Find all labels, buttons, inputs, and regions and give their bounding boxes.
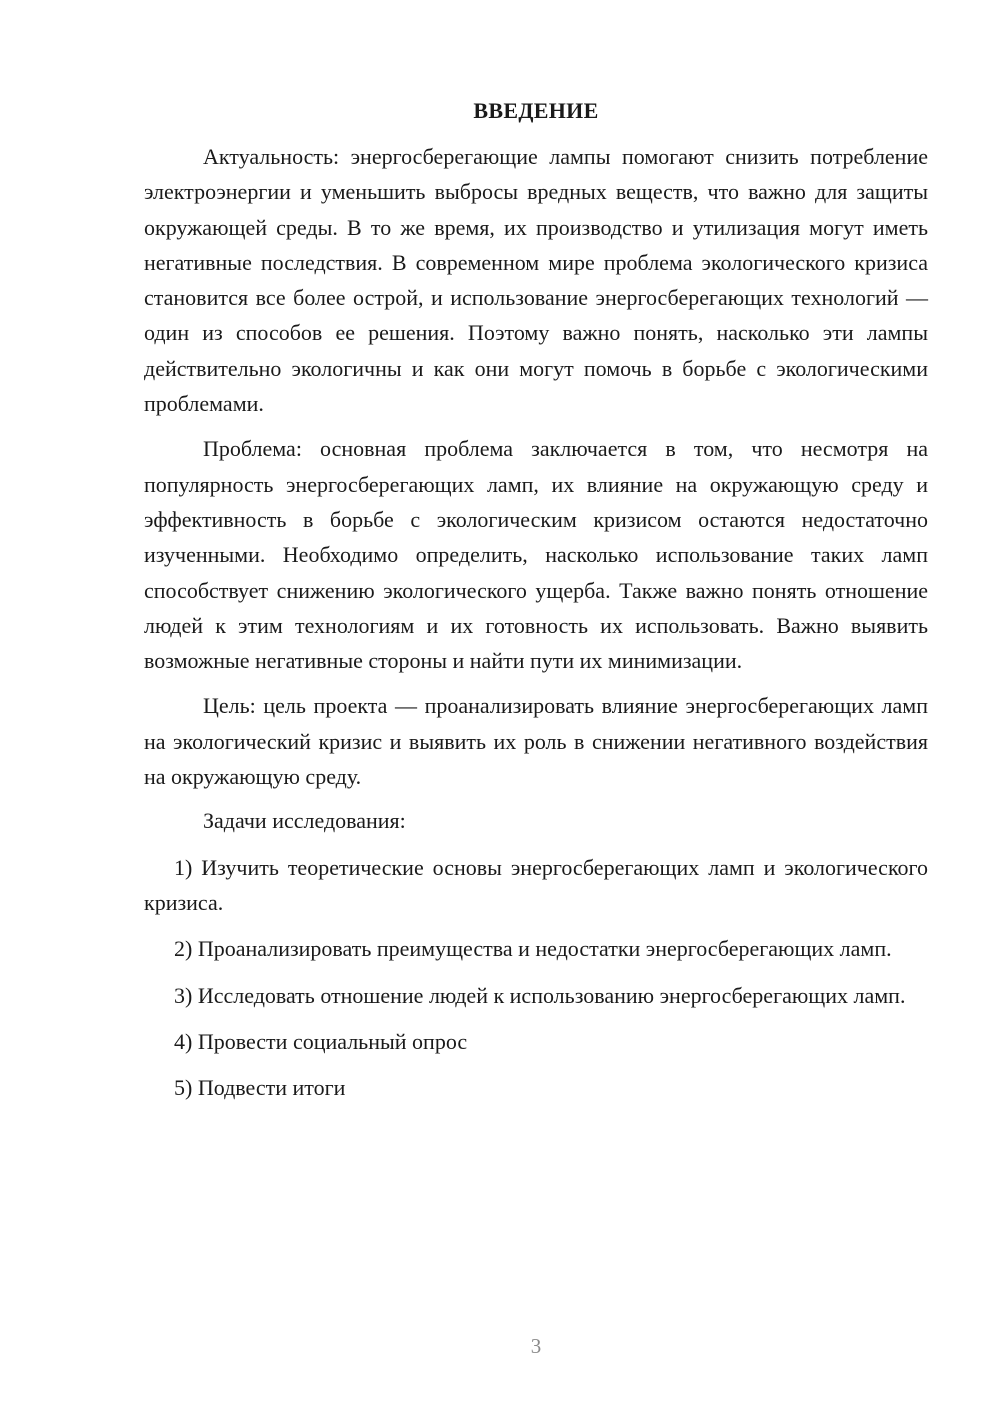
task-item-2: 2) Проанализировать преимущества и недостатки энергосберегающих ламп. bbox=[174, 936, 892, 962]
goal-paragraph: Цель: цель проекта — проанализировать влияние энергосберегающих ламп на экологический кризис и выявить их роль в снижении негативного воздействия на окружающую среду. bbox=[144, 693, 928, 790]
relevance-paragraph: Актуальность: энергосберегающие лампы помогают снизить потребление электроэнергии и уменьшить выбросы вредных веществ, что важно для защиты окружающей среды. В то же время, их производство и утилизация могут иметь негативные последствия. В современном мире проблема экологического кризиса становится все более острой, и использование энергосберегающих технологий — один из способов ее решения. Поэтому важно понять, насколько эти лампы действительно экологичны и как они могут помочь в борьбе с экологическими проблемами. bbox=[144, 144, 928, 417]
page-title: ВВЕДЕНИЕ bbox=[473, 98, 599, 123]
task-item-1: 1) Изучить теоретические основы энергосберегающих ламп и экологического кризиса. bbox=[144, 854, 928, 915]
page-content bbox=[144, 96, 928, 1105]
task-item-5: 5) Подвести итоги bbox=[174, 1075, 346, 1101]
task-item-3: 3) Исследовать отношение людей к использованию энергосберегающих ламп. bbox=[174, 982, 906, 1008]
tasks-heading: Задачи исследования: bbox=[203, 808, 406, 834]
problem-paragraph: Проблема: основная проблема заключается в том, что несмотря на популярность энергосберегающих ламп, их влияние на окружающую среду и эффективность в борьбе с экологическим кризисом остаются недостаточно изученными. Необходимо определить, насколько использование таких ламп способствует снижению экологического ущерба. Также важно понять отношение людей к этим технологиям и их готовность их использовать. Важно выявить возможные негативные стороны и найти пути их минимизации. bbox=[144, 436, 928, 674]
page-number: 3 bbox=[530, 1334, 542, 1358]
task-item-4: 4) Провести социальный опрос bbox=[174, 1028, 468, 1054]
